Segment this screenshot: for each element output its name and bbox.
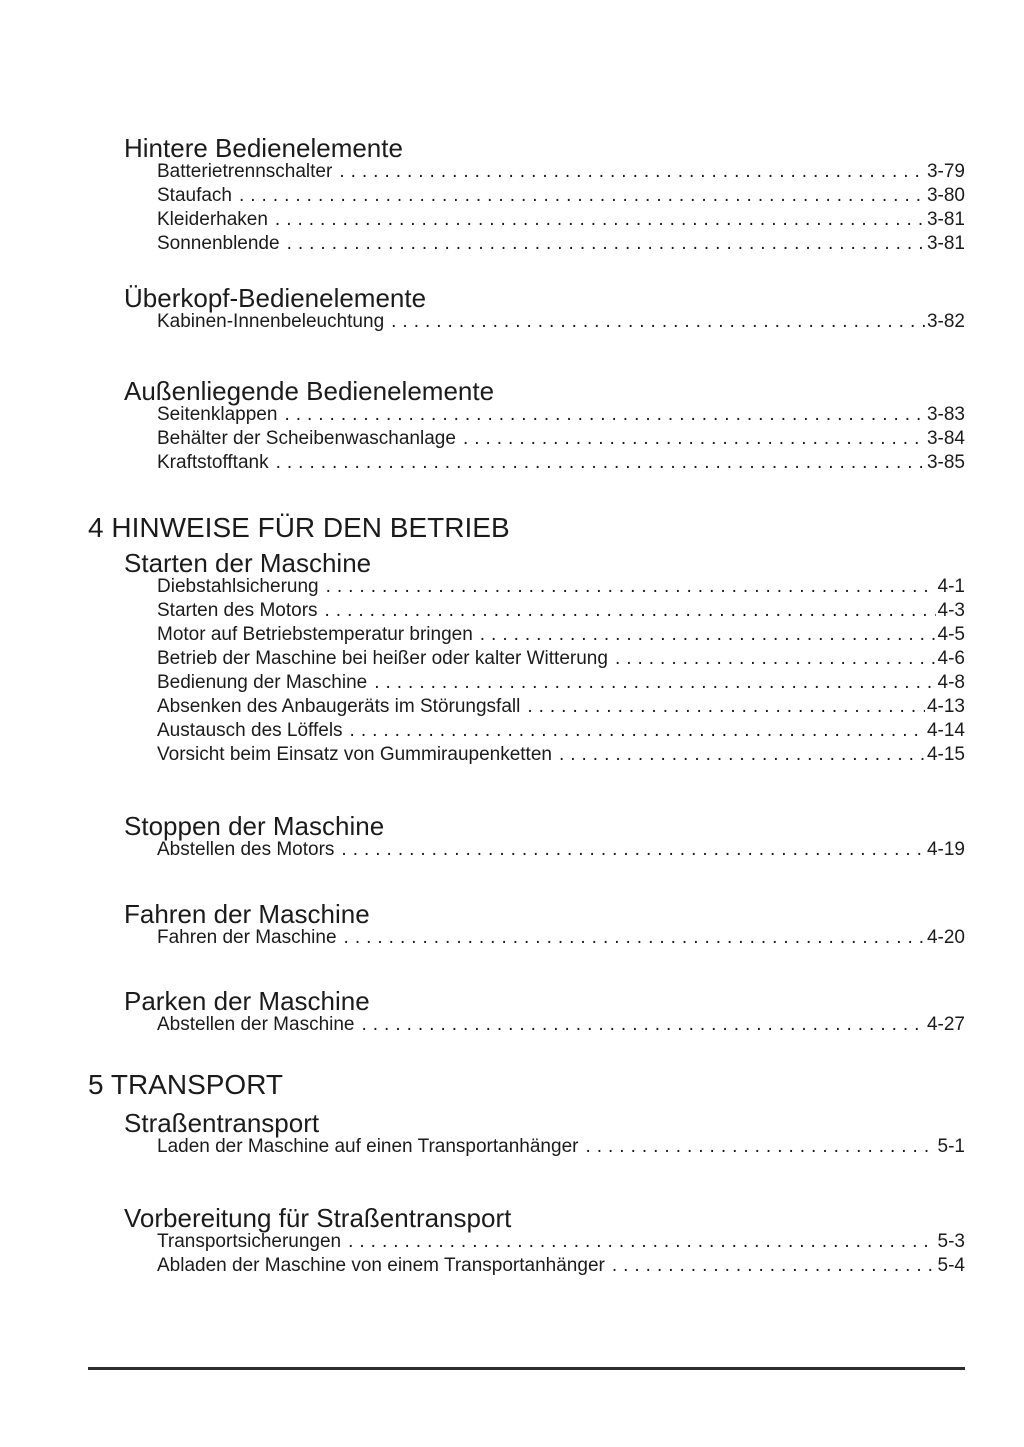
toc-section (124, 132, 965, 256)
entry-page-number: 3-85 (926, 452, 965, 473)
entry-page-number: 4-1 (937, 576, 965, 597)
entry-title: Bedienung der Maschine (157, 672, 368, 693)
entry-title: Vorsicht beim Einsatz von Gummiraupenketten (157, 744, 552, 765)
toc-entry (157, 451, 965, 475)
section-heading: Überkopf-Bedienelemente (124, 283, 427, 313)
dot-leader (341, 838, 925, 862)
toc-section (124, 1202, 965, 1278)
entry-page-number: 4-20 (926, 927, 965, 948)
entry-title: Kabinen-Innenbeleuchtung (157, 311, 385, 332)
section-heading: Fahren der Maschine (124, 899, 370, 929)
entry-page-number: 3-81 (926, 209, 965, 230)
toc-entry (157, 1254, 965, 1278)
footer-rule (88, 1367, 965, 1370)
entry-page-number: 3-79 (926, 161, 965, 182)
entry-page-number: 3-82 (926, 311, 965, 332)
entry-list (157, 1230, 965, 1278)
entry-title: Kraftstofftank (157, 452, 269, 473)
section-heading: Hintere Bedienelemente (124, 133, 403, 163)
section-heading: Parken der Maschine (124, 986, 370, 1016)
entry-page-number: 4-5 (937, 624, 965, 645)
dot-leader (344, 926, 925, 950)
toc-section (124, 1107, 965, 1159)
toc-entry (157, 232, 965, 256)
entry-page-number: 5-4 (937, 1255, 965, 1276)
toc-section (124, 898, 965, 950)
entry-title: Staufach (157, 185, 232, 206)
entry-title: Kleiderhaken (157, 209, 268, 230)
section-heading: Stoppen der Maschine (124, 811, 385, 841)
entry-list (157, 160, 965, 256)
toc-entry (157, 838, 965, 862)
toc-entry (157, 926, 965, 950)
toc-section (124, 547, 965, 767)
dot-leader (559, 743, 925, 767)
entry-title: Behälter der Scheibenwaschanlage (157, 428, 456, 449)
dot-leader (463, 427, 925, 451)
entry-title: Transportsicherungen (157, 1231, 342, 1252)
toc-section (124, 810, 965, 862)
toc-entry (157, 1230, 965, 1254)
toc-entry (157, 1135, 965, 1159)
section-heading: Vorbereitung für Straßentransport (124, 1203, 512, 1233)
dot-leader (480, 623, 936, 647)
chapter-heading: 5 TRANSPORT (88, 1069, 284, 1100)
section-heading: Straßentransport (124, 1108, 320, 1138)
toc-entry (157, 160, 965, 184)
entry-title: Laden der Maschine auf einen Transportanhänger (157, 1136, 579, 1157)
entry-page-number: 5-1 (937, 1136, 965, 1157)
dot-leader (325, 599, 936, 623)
dot-leader (339, 160, 925, 184)
entry-list (157, 310, 965, 334)
entry-page-number: 4-14 (926, 720, 965, 741)
entry-page-number: 4-3 (937, 600, 965, 621)
dot-leader (615, 647, 936, 671)
toc-entry (157, 743, 965, 767)
entry-page-number: 3-83 (926, 404, 965, 425)
dot-leader (284, 403, 925, 427)
entry-list (157, 926, 965, 950)
dot-leader (391, 310, 925, 334)
dot-leader (287, 232, 925, 256)
entry-title: Betrieb der Maschine bei heißer oder kalter Witterung (157, 648, 608, 669)
toc-section (124, 282, 965, 334)
entry-page-number: 5-3 (937, 1231, 965, 1252)
entry-title: Motor auf Betriebstemperatur bringen (157, 624, 473, 645)
toc-entry (157, 1013, 965, 1037)
dot-leader (527, 695, 925, 719)
dot-leader (362, 1013, 925, 1037)
toc-entry (157, 647, 965, 671)
entry-list (157, 838, 965, 862)
entry-title: Seitenklappen (157, 404, 278, 425)
entry-title: Abstellen der Maschine (157, 1014, 355, 1035)
entry-page-number: 3-84 (926, 428, 965, 449)
toc-entry (157, 310, 965, 334)
toc-entry (157, 575, 965, 599)
entry-title: Sonnenblende (157, 233, 280, 254)
toc-entry (157, 427, 965, 451)
entry-list (157, 575, 965, 767)
dot-leader (350, 719, 925, 743)
toc-entry (157, 599, 965, 623)
entry-page-number: 4-13 (926, 696, 965, 717)
dot-leader (585, 1135, 935, 1159)
entry-page-number: 4-15 (926, 744, 965, 765)
toc-entry (157, 671, 965, 695)
dot-leader (348, 1230, 935, 1254)
toc-entry (157, 208, 965, 232)
entry-title: Fahren der Maschine (157, 927, 337, 948)
dot-leader (374, 671, 935, 695)
entry-list (157, 1013, 965, 1037)
dot-leader (612, 1254, 936, 1278)
chapter-heading: 4 HINWEISE FÜR DEN BETRIEB (88, 512, 510, 543)
dot-leader (326, 575, 936, 599)
entry-list (157, 403, 965, 475)
dot-leader (276, 451, 925, 475)
section-heading: Außenliegende Bedienelemente (124, 376, 495, 406)
entry-page-number: 4-6 (937, 648, 965, 669)
toc-entry (157, 184, 965, 208)
entry-page-number: 4-8 (937, 672, 965, 693)
toc-section (124, 375, 965, 475)
entry-title: Abladen der Maschine von einem Transportanhänger (157, 1255, 605, 1276)
dot-leader (239, 184, 925, 208)
entry-page-number: 4-19 (926, 839, 965, 860)
table-of-contents (88, 0, 965, 1447)
toc-section (124, 985, 965, 1037)
entry-title: Starten des Motors (157, 600, 318, 621)
entry-title: Absenken des Anbaugeräts im Störungsfall (157, 696, 521, 717)
entry-page-number: 4-27 (926, 1014, 965, 1035)
entry-title: Batterietrennschalter (157, 161, 333, 182)
toc-entry (157, 623, 965, 647)
entry-title: Austausch des Löffels (157, 720, 343, 741)
toc-entry (157, 719, 965, 743)
entry-title: Diebstahlsicherung (157, 576, 319, 597)
toc-entry (157, 695, 965, 719)
entry-list (157, 1135, 965, 1159)
entry-page-number: 3-81 (926, 233, 965, 254)
dot-leader (275, 208, 925, 232)
section-heading: Starten der Maschine (124, 548, 372, 578)
entry-title: Abstellen des Motors (157, 839, 335, 860)
entry-page-number: 3-80 (926, 185, 965, 206)
